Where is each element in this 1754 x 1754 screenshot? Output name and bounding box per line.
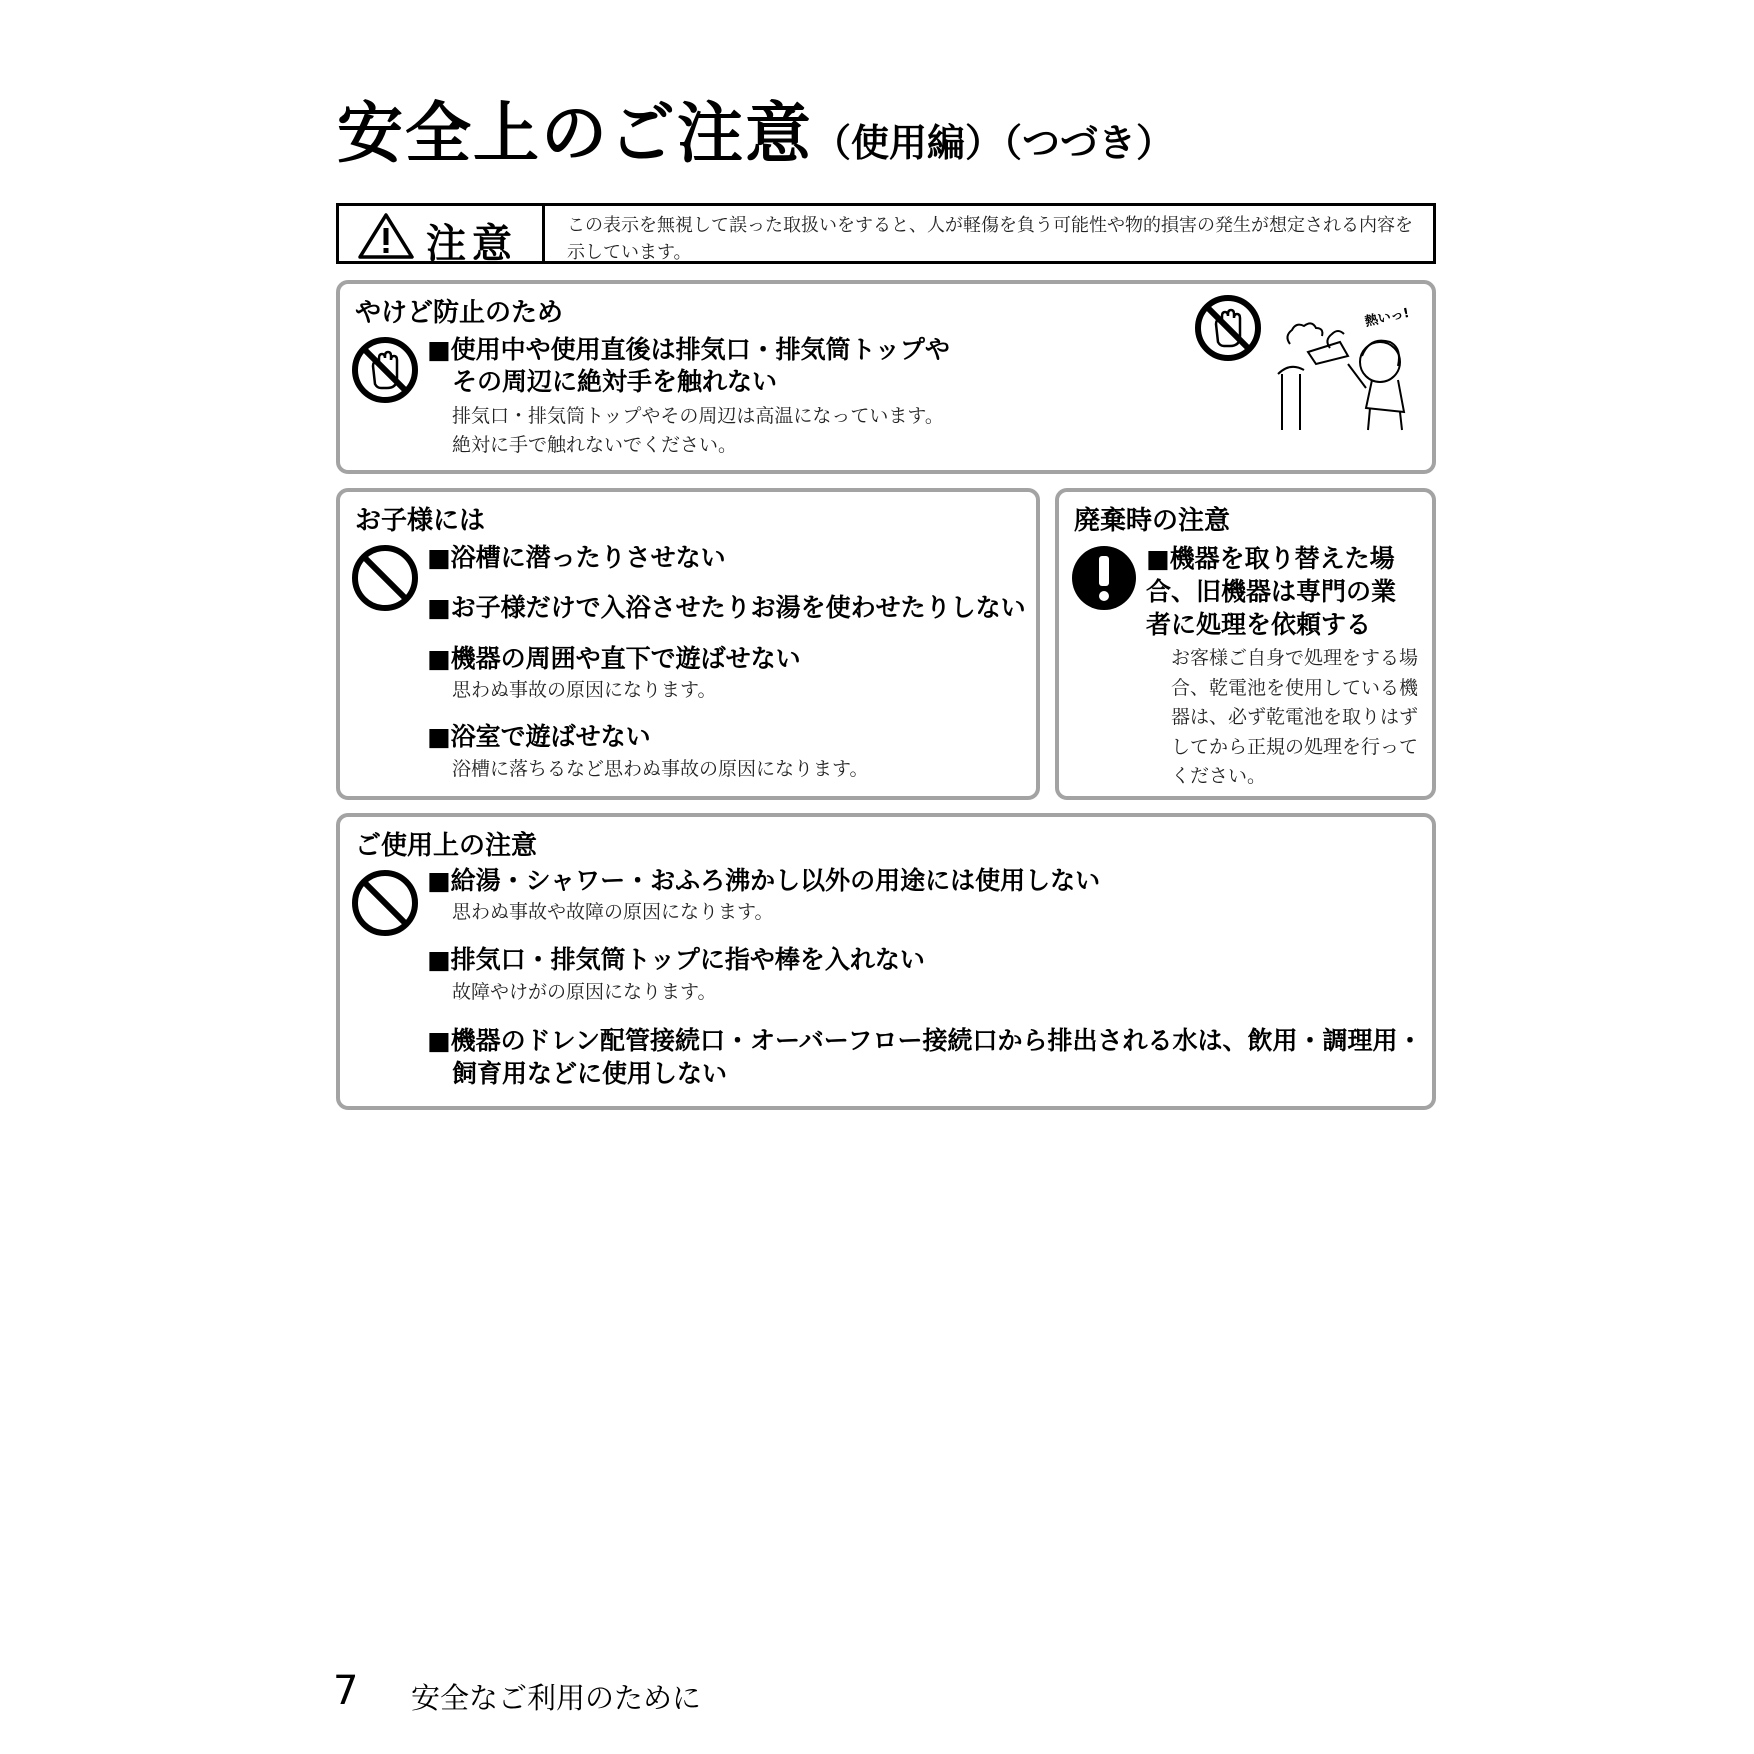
- children-item: ■機器の周囲や直下で遊ばせない: [427, 644, 801, 673]
- children-note: 思わぬ事故の原因になります。: [452, 679, 717, 701]
- caution-label: [339, 206, 545, 267]
- warning-triangle-icon: [357, 212, 415, 260]
- usage-item: ■給湯・シャワー・おふろ沸かし以外の用途には使用しない: [427, 866, 1101, 895]
- mandatory-exclamation-icon: [1070, 544, 1138, 612]
- prohibition-icon: [351, 544, 419, 612]
- children-item: ■浴室で遊ばせない: [427, 722, 651, 751]
- caution-definition-box: [336, 203, 1436, 267]
- caution-description: この表示を無視して誤った取扱いをすると、人が軽傷を負う可能性や物的損害の発生が想定される内容を示しています。: [567, 215, 1413, 263]
- panel-title: お子様には: [355, 506, 486, 536]
- no-touch-icon: [1194, 294, 1262, 362]
- panel-title: 廃棄時の注意: [1074, 506, 1231, 536]
- children-note: 浴槽に落ちるなど思わぬ事故の原因になります。: [452, 758, 869, 780]
- panel-children: [336, 488, 1040, 800]
- prohibition-icon: [351, 869, 419, 937]
- burn-item-line2: その周辺に絶対手を触れない: [452, 367, 778, 396]
- panel-title: ご使用上の注意: [355, 831, 538, 861]
- burn-note-line1: 排気口・排気筒トップやその周辺は高温になっています。: [452, 405, 944, 427]
- page-number: 7: [333, 1668, 359, 1714]
- no-touch-icon: [351, 336, 419, 404]
- usage-item: ■機器のドレン配管接続口・オーバーフロー接続口から排出される水は、飲用・調理用・飼育用などに使用しない: [427, 1026, 1423, 1088]
- panel-usage: [336, 813, 1436, 1110]
- disposal-note: お客様ご自身で処理をする場合、乾電池を使用している機器は、必ず乾電池を取りはずしてから正規の処理を行ってください。: [1171, 647, 1419, 787]
- illustration-caption: 熱いっ!: [1363, 305, 1411, 330]
- burn-illustration: [1270, 304, 1420, 434]
- usage-note: 故障やけがの原因になります。: [452, 981, 717, 1003]
- panel-title: やけど防止のため: [355, 298, 564, 328]
- caution-word: 注意: [426, 221, 518, 267]
- children-item: ■浴槽に潜ったりさせない: [427, 543, 726, 572]
- panel-disposal: [1055, 488, 1436, 800]
- section-name: 安全なご利用のために: [411, 1681, 702, 1715]
- page-title: [337, 80, 1174, 175]
- usage-item: ■排気口・排気筒トップに指や棒を入れない: [427, 945, 925, 974]
- panel-burn-prevention: [336, 280, 1436, 474]
- burn-item-line1: ■使用中や使用直後は排気口・排気筒トップや: [427, 335, 950, 364]
- burn-note-line2: 絶対に手で触れないでください。: [452, 434, 738, 456]
- disposal-item: ■機器を取り替えた場合、旧機器は専門の業者に処理を依頼する: [1146, 544, 1397, 639]
- page-title-main: 安全上のご注意: [337, 95, 813, 172]
- usage-note: 思わぬ事故や故障の原因になります。: [452, 901, 774, 923]
- page-title-sub: （使用編）（つづき）: [813, 121, 1175, 165]
- children-item: ■お子様だけで入浴させたりお湯を使わせたりしない: [427, 593, 1026, 622]
